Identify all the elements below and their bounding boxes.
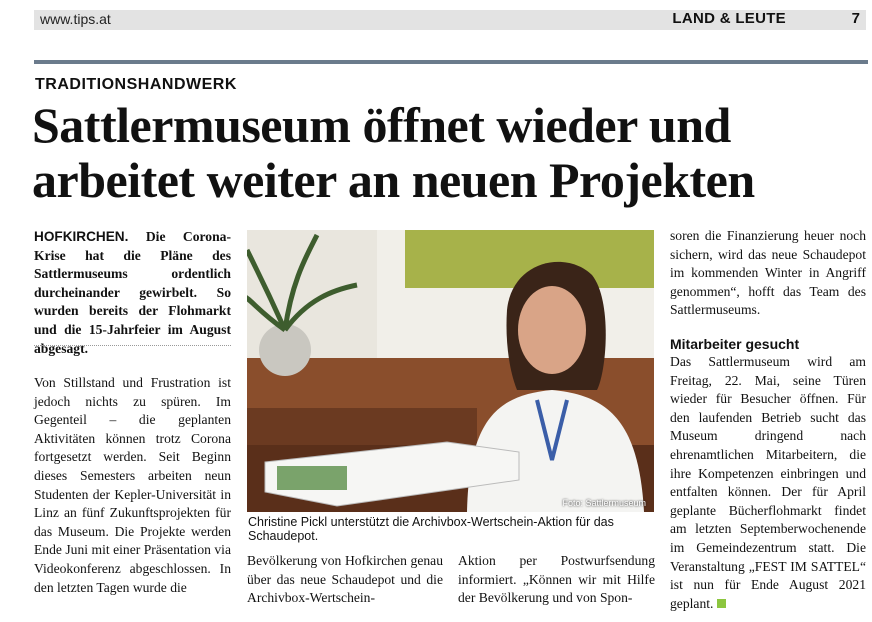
column-4-body-b	[670, 353, 866, 613]
column-3-body: Aktion per Postwurfsendung informiert. „Können wir mit Hilfe der Bevölkerung und von Spon-	[458, 553, 655, 606]
header-rule	[34, 60, 868, 64]
column-4-body-a: soren die Finanzierung heuer noch sichern, wird das neue Schaudepot im kommenden Winter in Angriff genommen“, hofft das Team des Sattlermuseums.	[670, 228, 866, 318]
end-mark-icon	[717, 599, 726, 608]
column-2-body: Bevölkerung von Hofkirchen genau über das neue Schaudepot und die Archivbox-Wertschein-	[247, 553, 443, 606]
section-title: LAND & LEUTE	[672, 10, 786, 27]
article-kicker: TRADITIONSHANDWERK	[35, 76, 237, 93]
column-4-text-b: Das Sattlermuseum wird am Freitag, 22. Mai, seine Türen wieder für Besucher öffnen. Für den laufenden Betrieb sucht das Museum dringend nach ehrenamtlichen Mitarbeitern, die ihre Kompetenzen einbringen und entfalten können. Der für April geplante Bücherflohmarkt findet am letzten Septemberwochenende im Gemeindezentrum statt. Die Veranstaltung „FEST IM SATTEL“ ist nun für Ende August 2021 geplant.	[670, 354, 866, 611]
photo-caption: Christine Pickl unterstützt die Archivbox-Wertschein-Aktion für das Schaudepot.	[248, 515, 614, 543]
photo-illustration	[247, 230, 654, 512]
article-lead	[34, 228, 231, 358]
subheading: Mitarbeiter gesucht	[670, 336, 800, 352]
article-headline	[32, 98, 867, 208]
page-number: 7	[851, 10, 860, 27]
headline-line-2: arbeitet weiter an neuen Projekten	[32, 152, 755, 208]
photo-credit: Foto: Sattlermuseum	[562, 498, 646, 508]
headline-line-1: Sattlermuseum öffnet wieder und	[32, 97, 731, 153]
lead-city: HOFKIRCHEN.	[34, 229, 129, 244]
lead-text: Die Corona-Krise hat die Pläne des Sattlermuseums ordentlich durcheinander gewirbelt. So wurden bereits der Flohmarkt und die 15-Jahrfeier im August abgesagt.	[34, 229, 231, 356]
article-photo	[247, 230, 654, 512]
column-1-body: Von Stillstand und Frustration ist jedoch nichts zu spüren. Im Gegenteil – die geplanten Aktivitäten können trotz Corona fortgesetzt werden. Seit Beginn dieses Semesters arbeiten neun Studenten der Kepler-Universität in Linz an fünf Zukunftsprojekten für das Museum. Die Projekte werden Ende Juni mit einer Präsentation via Videokonferenz abgeschlossen. In den letzten Tagen wurde die	[34, 375, 231, 595]
lead-separator	[34, 345, 231, 346]
site-url: www.tips.at	[40, 11, 111, 27]
page-header	[34, 10, 866, 30]
